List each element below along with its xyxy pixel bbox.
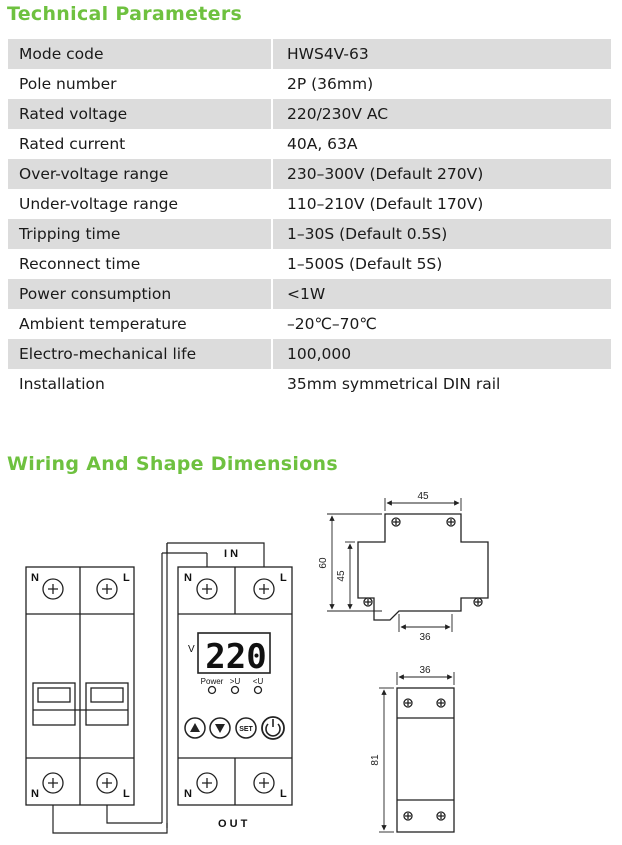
spec-value: 2P (36mm) (272, 69, 611, 99)
spec-value: 230–300V (Default 270V) (272, 159, 611, 189)
breaker-bottom-l: L (123, 788, 130, 800)
device-bottom-l: L (280, 788, 287, 800)
out-label: O U T (218, 818, 248, 830)
device-top-n: N (184, 572, 192, 584)
dim-side-inner-height: 45 (336, 570, 347, 582)
device-top-l: L (280, 572, 287, 584)
dim-front-width: 36 (419, 665, 431, 676)
device-buttons (185, 717, 284, 739)
indicator-over: >U (229, 677, 241, 686)
device-bottom-n: N (184, 788, 192, 800)
indicator-under: <U (252, 677, 264, 686)
wiring-dimensions-title: Wiring And Shape Dimensions (7, 453, 338, 475)
spec-value: 40A, 63A (272, 129, 611, 159)
dim-side-width: 45 (417, 491, 429, 502)
breaker-top-l: L (123, 572, 130, 584)
breaker-top-n: N (31, 572, 39, 584)
spec-label: Tripping time (8, 219, 272, 249)
breaker-bottom-n: N (31, 788, 39, 800)
spec-label: Rated current (8, 129, 272, 159)
spec-label: Over-voltage range (8, 159, 272, 189)
spec-value: 220/230V AC (272, 99, 611, 129)
spec-value: –20℃–70℃ (272, 309, 611, 339)
spec-value: 1–30S (Default 0.5S) (272, 219, 611, 249)
front-view-drawing (379, 672, 454, 832)
side-view-drawing (327, 498, 488, 632)
dim-front-height: 81 (370, 754, 381, 766)
spec-value: 1–500S (Default 5S) (272, 249, 611, 279)
set-button-label: SET (239, 726, 253, 733)
spec-label: Under-voltage range (8, 189, 272, 219)
dim-side-bottom: 36 (419, 632, 431, 643)
spec-value: HWS4V-63 (272, 39, 611, 69)
in-label: I N (224, 548, 239, 560)
indicator-power: Power (200, 677, 224, 686)
circuit-breaker (26, 567, 134, 805)
spec-value: 110–210V (Default 170V) (272, 189, 611, 219)
dim-side-height: 60 (318, 557, 329, 569)
spec-label: Pole number (8, 69, 272, 99)
spec-label: Power consumption (8, 279, 272, 309)
spec-label: Ambient temperature (8, 309, 272, 339)
spec-label: Installation (8, 369, 272, 399)
spec-label: Mode code (8, 39, 272, 69)
display-reading: 220 (205, 637, 267, 677)
unit-label: V (188, 644, 195, 655)
spec-label: Reconnect time (8, 249, 272, 279)
spec-value: 100,000 (272, 339, 611, 369)
spec-value: <1W (272, 279, 611, 309)
voltage-protector (178, 567, 292, 805)
technical-parameters-title: Technical Parameters (7, 3, 243, 25)
spec-value: 35mm symmetrical DIN rail (272, 369, 611, 399)
spec-label: Rated voltage (8, 99, 272, 129)
spec-label: Electro-mechanical life (8, 339, 272, 369)
